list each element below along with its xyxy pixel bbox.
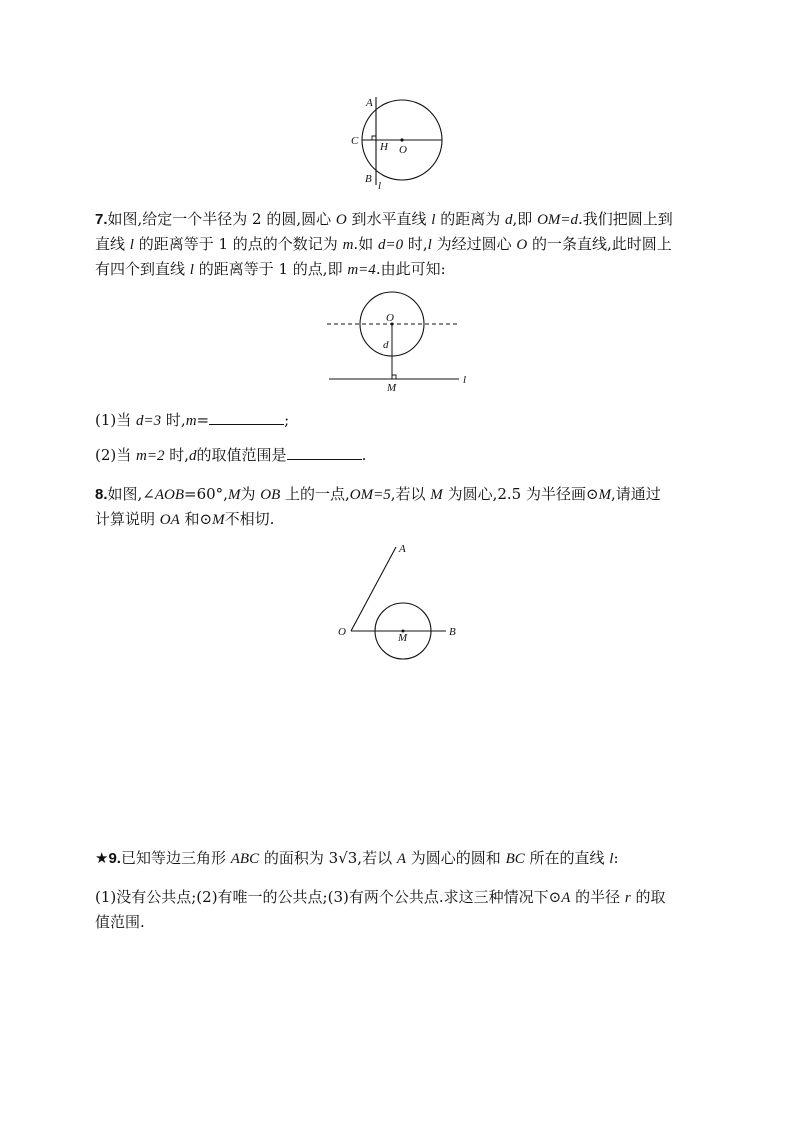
var-ob: OB (260, 487, 281, 503)
sqrt-3: √3 (338, 849, 358, 867)
right-angle-mark (392, 375, 396, 379)
q7-sub-text: (2)当 (95, 446, 137, 464)
q8-text: 计算说明 (95, 510, 160, 528)
answer-blank-1[interactable] (209, 409, 284, 425)
q8-line-1 (95, 483, 661, 506)
figure-q6-circle-chord (345, 92, 450, 192)
q7-sub-text: 时, (161, 411, 186, 429)
var-m: M (212, 512, 225, 528)
q7-sub-text: 的取值范围是 (196, 446, 287, 464)
q9-text: 为圆心的圆和 (406, 849, 506, 867)
var-m: m (342, 237, 354, 253)
var-m: M (598, 487, 612, 503)
var-a: A (561, 890, 571, 906)
q7-number: 7. (95, 211, 108, 228)
var-bc: BC (505, 851, 525, 867)
q7-text: .我们把圆上到 (578, 210, 673, 228)
center-dot (400, 138, 403, 141)
var-om5: OM=5 (349, 487, 391, 503)
q8-text: ,请通过 (611, 485, 661, 503)
var-m4: m=4 (347, 262, 376, 278)
q8-text: 上的一点, (280, 485, 350, 503)
var-m2: m=2 (136, 448, 165, 464)
var-oa: OA (159, 512, 180, 528)
q7-text: .由此可知: (375, 260, 446, 278)
q9-text: ,若以 (357, 849, 397, 867)
q8-text: 不相切. (224, 510, 275, 528)
q9-line-3 (95, 911, 145, 933)
var-o: O (516, 237, 528, 253)
label-d: d (383, 339, 389, 351)
q8-number: 8. (95, 486, 108, 503)
label-a: A (399, 543, 406, 555)
var-m: m (185, 413, 197, 429)
label-h: H (380, 141, 388, 153)
figure-q8-angle-circle (335, 538, 465, 663)
q7-text: 时, (403, 235, 428, 253)
label-l: l (378, 180, 382, 192)
label-b: B (365, 173, 372, 185)
var-d: d (189, 448, 197, 464)
q7-line-3 (95, 258, 446, 281)
var-r: r (624, 890, 631, 906)
q9-line-2 (95, 886, 666, 909)
var-l: l (189, 262, 194, 278)
q8-text: 为 (240, 485, 261, 503)
q9-number: ★9. (95, 850, 121, 867)
q8-text: ,若以 (390, 485, 431, 503)
label-a: A (366, 97, 373, 109)
label-o: O (399, 144, 407, 156)
q7-text: 有四个到直线 (95, 260, 190, 278)
q7-text: .如 (353, 235, 378, 253)
ray-oa (351, 547, 396, 631)
q7-text: 的距离为 (435, 210, 506, 228)
q7-sub-text: (1)当 (95, 411, 137, 429)
q7-sub-text: . (361, 446, 367, 464)
var-m: M (227, 487, 241, 503)
var-l: l (609, 851, 614, 867)
q9-text: 所在的直线 (524, 849, 610, 867)
q7-text: 为经过圆心 (431, 235, 517, 253)
var-o: O (335, 212, 347, 228)
q9-text: (1)没有公共点;(2)有唯一的公共点;(3)有两个公共点.求这三种情况下⊙ (95, 888, 562, 906)
q8-text: 和⊙ (179, 510, 213, 528)
q9-text: : (613, 849, 619, 867)
q7-text: 的距离等于 1 的点的个数记为 (133, 235, 343, 253)
label-b: B (449, 626, 456, 638)
q7-text: ,即 (512, 210, 538, 228)
q7-sub-text: ; (284, 411, 290, 429)
label-l: l (463, 374, 467, 386)
answer-blank-2[interactable] (287, 444, 362, 460)
label-m: M (398, 632, 408, 644)
figure-q7-circle-line (325, 290, 475, 395)
var-d0: d=0 (377, 237, 404, 253)
var-a: A (396, 851, 407, 867)
var-aob: AOB (154, 487, 185, 503)
q7-text: 的距离等于 1 的点,即 (193, 260, 348, 278)
label-o: O (338, 626, 346, 638)
q9-text: 已知等边三角形 (120, 849, 231, 867)
label-m: M (387, 382, 397, 394)
q7-line-1 (95, 208, 673, 231)
label-o: O (386, 312, 394, 324)
var-l: l (431, 212, 436, 228)
label-c: C (351, 135, 359, 147)
q9-text: 值范围. (95, 913, 145, 931)
var-d3: d=3 (136, 413, 162, 429)
q8-text: 为圆心,2.5 为半径画⊙ (442, 485, 599, 503)
var-m: M (430, 487, 443, 503)
q9-text: 的面积为 3 (259, 849, 339, 867)
var-abc: ABC (230, 851, 260, 867)
q9-line-1 (95, 847, 619, 870)
right-angle-mark (372, 136, 376, 140)
q7-text: 如图,给定一个半径为 2 的圆,圆心 (107, 210, 336, 228)
var-om-d: OM=d (537, 212, 579, 228)
q9-text: 的取 (630, 888, 666, 906)
var-l: l (129, 237, 134, 253)
var-l: l (427, 237, 432, 253)
q7-sub-2 (95, 444, 366, 467)
q7-text: 到水平直线 (346, 210, 432, 228)
q7-sub-text: 时, (164, 446, 190, 464)
q8-text: =60°, (184, 485, 228, 503)
q7-sub-1: (1)当 d=3 时,m= ; (95, 411, 290, 429)
var-d: d (505, 212, 513, 228)
q8-line-2 (95, 508, 274, 531)
q8-text: 如图,∠ (107, 485, 155, 503)
q7-text: 直线 (95, 235, 130, 253)
q9-text: 的半径 (570, 888, 625, 906)
q7-line-2 (95, 233, 672, 256)
q7-text: 的一条直线,此时圆上 (527, 235, 672, 253)
